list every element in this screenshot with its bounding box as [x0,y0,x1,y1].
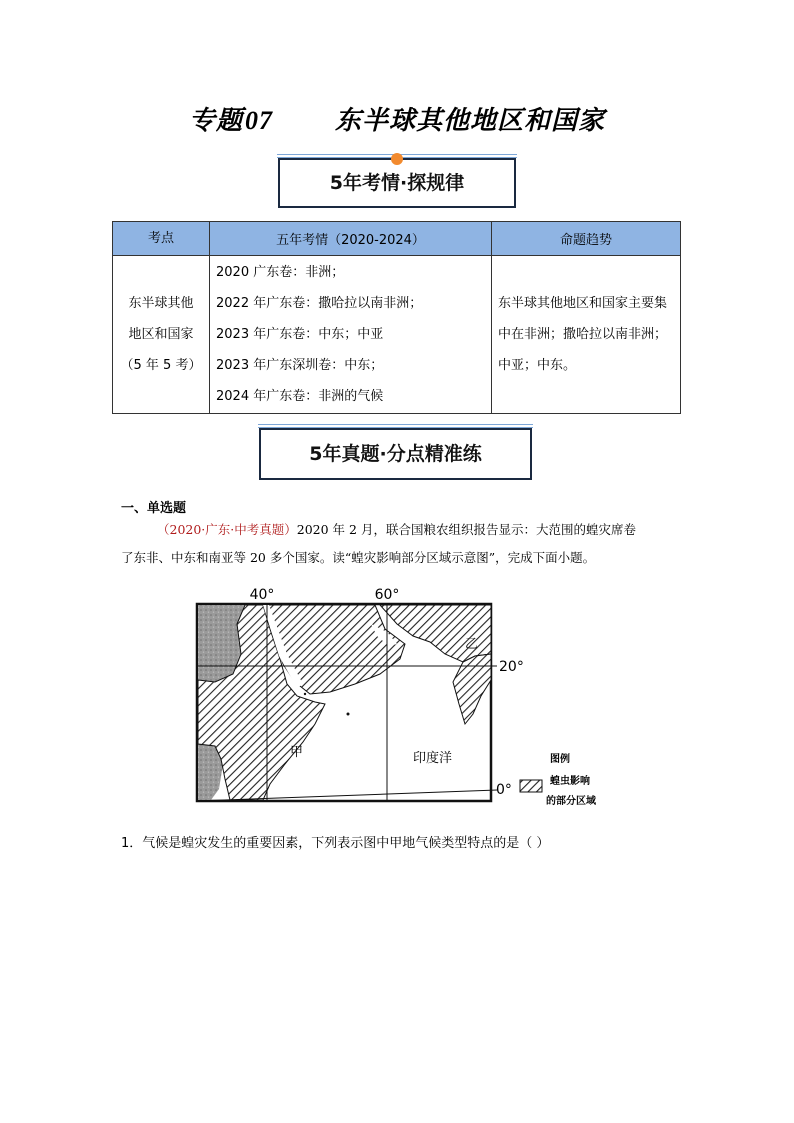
place-label-yi: 乙 [465,637,479,652]
table-header-exams: 五年考情（2020-2024） [210,222,492,256]
intro-text-1: 2020 年 2 月，联合国粮农组织报告显示：大范围的蝗灾席卷 [296,522,636,537]
table-cell-exams [210,256,492,414]
table-cell-topic [113,256,210,414]
lat-label-20: 20° [499,659,524,675]
title-number: 07 [245,106,273,135]
banner-exam-trend [278,158,516,208]
table-header-trend: 命题趋势 [492,222,681,256]
title-prefix: 专题 [188,106,243,136]
intro-paragraph [121,512,681,576]
title-main: 东半球其他地区和国家 [335,106,606,136]
page-title [0,100,794,137]
table-header-row [113,222,681,256]
section-heading: 一、单选题 [121,501,187,516]
exam-table [112,221,681,414]
trend-line: 东半球其他地区和国家主要集 [498,296,668,311]
table-row [113,256,681,414]
table-header-topic: 考点 [113,222,210,256]
map-island [304,693,306,695]
map-island [347,713,350,716]
legend-swatch [520,780,542,792]
lat-label-0: 0° [496,782,512,798]
question-1: 1．气候是蝗灾发生的重要因素，下列表示图中甲地气候类型特点的是（ ） [121,836,550,851]
place-label-jia: 甲 [290,745,304,760]
exam-line: 2023 年广东卷：中东；中亚 [216,327,384,342]
trend-line: 中亚；中东。 [498,358,577,373]
banner-exam-trend-label: 5年考情·探规律 [329,172,465,194]
exam-line: 2024 年广东卷：非洲的气候 [216,389,384,404]
exam-line: 2022 年广东卷：撒哈拉以南非洲； [216,296,423,311]
lon-label-40: 40° [249,587,275,603]
exam-line: 2020 广东卷：非洲； [216,265,345,280]
topic-line: 地区和国家 [128,327,194,342]
banner-real-exam [259,428,532,480]
topic-line: （5 年 5 考） [120,358,202,373]
banner-real-exam-label: 5年真题·分点精准练 [309,443,482,465]
legend-line-2: 的部分区域 [546,796,596,807]
legend-line-1: 蝗虫影响 [550,776,590,787]
intro-text-2: 了东非、中东和南亚等 20 多个国家。读“蝗灾影响部分区域示意图”，完成下面小题。 [121,550,596,565]
banner-dot-icon [391,153,403,165]
exam-line: 2023 年广东深圳卷：中东； [216,358,384,373]
lon-label-60: 60° [374,587,400,603]
source-tag: （2020·广东·中考真题） [157,522,297,537]
trend-line: 中在非洲；撒哈拉以南非洲； [498,327,668,342]
topic-line: 东半球其他 [128,296,194,311]
locust-map [175,584,615,814]
place-label-ocean: 印度洋 [413,751,453,766]
table-cell-trend [492,256,681,414]
legend-title: 图例 [550,754,570,765]
